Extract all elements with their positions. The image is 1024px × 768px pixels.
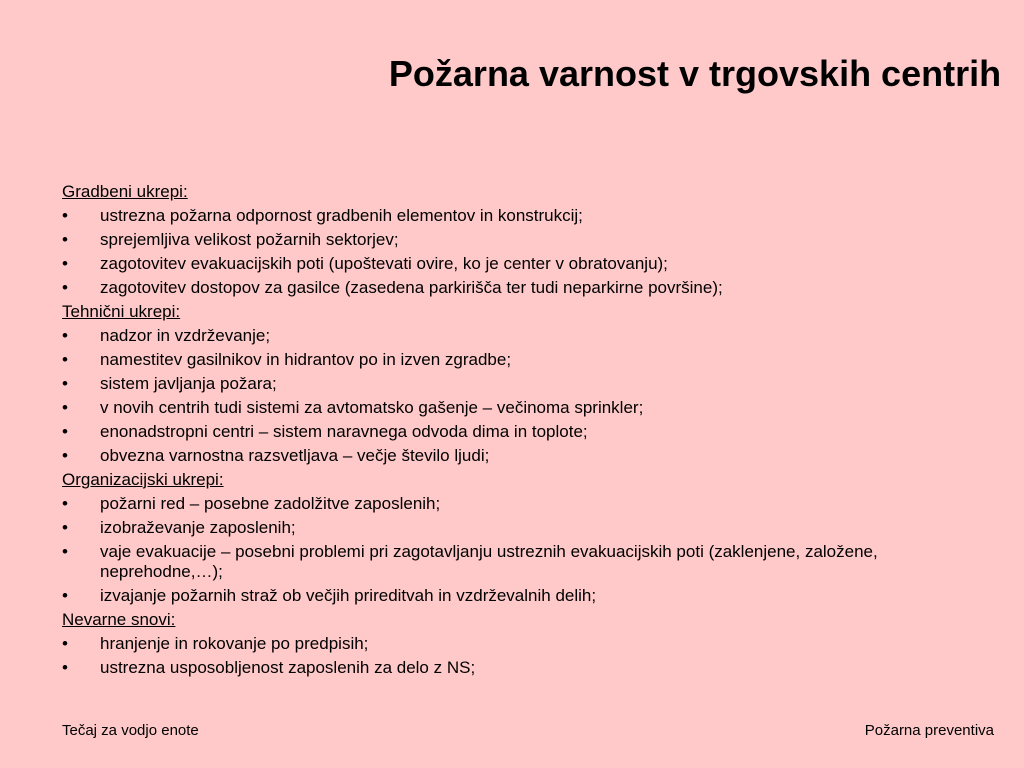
list-item: • namestitev gasilnikov in hidrantov po in izven zgradbe; — [62, 348, 992, 372]
section-list-gradbeni — [62, 204, 992, 300]
bullet-icon: • — [62, 634, 68, 653]
bullet-icon: • — [62, 254, 68, 273]
section-heading-nevarne-snovi: Nevarne snovi: — [62, 610, 176, 629]
section-heading-gradbeni: Gradbeni ukrepi: — [62, 182, 188, 201]
footer-right-text: Požarna preventiva — [864, 722, 994, 739]
section-heading-organizacijski: Organizacijski ukrepi: — [62, 470, 224, 489]
section-list-tehnicni — [62, 324, 992, 468]
bullet-icon: • — [62, 518, 68, 537]
bullet-icon: • — [62, 658, 68, 677]
bullet-icon: • — [62, 494, 68, 513]
bullet-icon: • — [62, 422, 68, 441]
bullet-icon: • — [62, 278, 68, 297]
list-item: • obvezna varnostna razsvetljava – večje število ljudi; — [62, 444, 992, 468]
bullet-icon: • — [62, 350, 68, 369]
list-item: • ustrezna požarna odpornost gradbenih elementov in konstrukcij; — [62, 204, 992, 228]
list-item: • zagotovitev dostopov za gasilce (zasedena parkirišča ter tudi neparkirne površine); — [62, 276, 992, 300]
list-item: • enonadstropni centri – sistem naravnega odvoda dima in toplote; — [62, 420, 992, 444]
section-heading-tehnicni: Tehnični ukrepi: — [62, 302, 181, 321]
list-item: • hranjenje in rokovanje po predpisih; — [62, 632, 992, 656]
list-item: • izvajanje požarnih straž ob večjih prireditvah in vzdrževalnih delih; — [62, 584, 992, 608]
bullet-icon: • — [62, 586, 68, 605]
section-list-nevarne-snovi — [62, 632, 992, 680]
bullet-icon: • — [62, 446, 68, 465]
bullet-icon: • — [62, 542, 68, 561]
bullet-icon: • — [62, 374, 68, 393]
list-item: • v novih centrih tudi sistemi za avtomatsko gašenje – večinoma sprinkler; — [62, 396, 992, 420]
bullet-icon: • — [62, 398, 68, 417]
bullet-icon: • — [62, 230, 68, 249]
slide-content — [62, 180, 992, 680]
footer-left-text: Tečaj za vodjo enote — [62, 722, 199, 739]
list-item: • izobraževanje zaposlenih; — [62, 516, 992, 540]
section-list-organizacijski — [62, 492, 992, 608]
list-item: • sistem javljanja požara; — [62, 372, 992, 396]
list-item: • požarni red – posebne zadolžitve zaposlenih; — [62, 492, 992, 516]
bullet-icon: • — [62, 206, 68, 225]
bullet-icon: • — [62, 326, 68, 345]
list-item: • zagotovitev evakuacijskih poti (upoštevati ovire, ko je center v obratovanju); — [62, 252, 992, 276]
list-item: • ustrezna usposobljenost zaposlenih za delo z NS; — [62, 656, 992, 680]
slide-title: Požarna varnost v trgovskih centrih — [388, 53, 1002, 94]
list-item: • nadzor in vzdrževanje; — [62, 324, 992, 348]
list-item: • sprejemljiva velikost požarnih sektorjev; — [62, 228, 992, 252]
list-item: • vaje evakuacije – posebni problemi pri zagotavljanju ustreznih evakuacijskih poti (zaklenjene, založene, neprehodne,…); — [62, 542, 878, 581]
